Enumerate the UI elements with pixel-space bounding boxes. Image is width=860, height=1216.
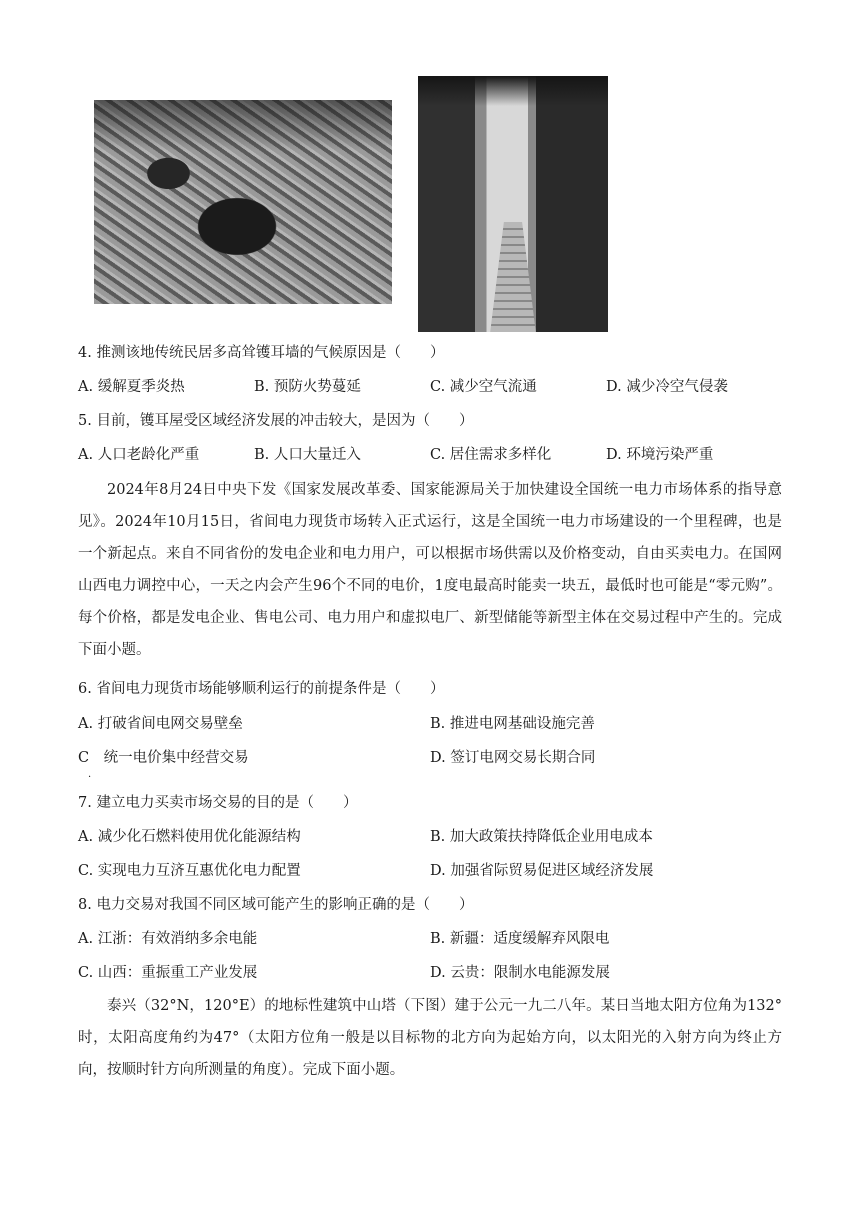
passage-zhongshan-tower: 泰兴（32°N，120°E）的地标性建筑中山塔（下图）建于公元一九二八年。某日当地太阳方位角为132°时，太阳高度角约为47°（太阳方位角一般是以目标物的北方向为起始方向，以太阳光的入射方向为终止方向，按顺时针方向所测量的角度）。完成下面小题。: [78, 998, 782, 1078]
question-4-option-d: D. 减少冷空气侵袭: [606, 379, 728, 395]
question-6-option-d: D. 签订电网交易长期合同: [430, 750, 596, 766]
aerial-village-photo: [94, 100, 392, 304]
question-5-stem: 5. 目前，镬耳屋受区域经济发展的冲击较大，是因为（ ）: [78, 413, 474, 429]
question-6-option-b: B. 推进电网基础设施完善: [430, 716, 595, 732]
question-6-option-a: A. 打破省间电网交易壁垒: [78, 716, 243, 732]
question-8-stem: 8. 电力交易对我国不同区域可能产生的影响正确的是（ ）: [78, 897, 474, 913]
question-4-stem: 4. 推测该地传统民居多高耸镬耳墙的气候原因是（ ）: [78, 345, 445, 361]
question-7-stem: 7. 建立电力买卖市场交易的目的是（ ）: [78, 795, 358, 811]
question-7-option-d: D. 加强省际贸易促进区域经济发展: [430, 863, 654, 879]
question-7-option-b: B. 加大政策扶持降低企业用电成本: [430, 829, 653, 845]
question-4-option-a: A. 缓解夏季炎热: [78, 379, 185, 395]
question-8-option-d: D. 云贵：限制水电能源发展: [430, 965, 610, 981]
stray-dot-mark: ·: [88, 772, 92, 783]
question-7-option-a: A. 减少化石燃料使用优化能源结构: [78, 829, 301, 845]
question-4-option-c: C. 减少空气流通: [430, 379, 537, 395]
passage-electricity-market: 2024年8月24日中央下发《国家发展改革委、国家能源局关于加快建设全国统一电力市场体系的指导意见》。2024年10月15日，省间电力现货市场转入正式运行，这是全国统一电力市场建设的一个里程碑，也是一个新起点。来自不同省份的发电企业和电力用户，可以根据市场供需以及价格变动，自由买卖电力。在国网山西电力调控中心，一天之内会产生96个不同的电价，1度电最高时能卖一块五，最低时也可能是“零元购”。每个价格，都是发电企业、售电公司、电力用户和虚拟电厂、新型储能等新型主体在交易过程中产生的。完成下面小题。: [78, 482, 782, 658]
question-4-option-b: B. 预防火势蔓延: [254, 379, 361, 395]
question-8-option-c: C. 山西：重振重工产业发展: [78, 965, 258, 981]
question-5-option-a: A. 人口老龄化严重: [78, 447, 200, 463]
question-6-option-c: C 统一电价集中经营交易: [78, 750, 249, 766]
question-5-option-d: D. 环境污染严重: [606, 447, 714, 463]
photo-row: [0, 0, 860, 340]
question-5-option-c: C. 居住需求多样化: [430, 447, 552, 463]
alley-stone-path: [490, 222, 536, 332]
question-5-option-b: B. 人口大量迁入: [254, 447, 361, 463]
question-8-option-a: A. 江浙：有效消纳多余电能: [78, 931, 258, 947]
question-8-option-b: B. 新疆：适度缓解弃风限电: [430, 931, 610, 947]
narrow-alley-photo: [418, 76, 608, 332]
question-7-option-c: C. 实现电力互济互惠优化电力配置: [78, 863, 301, 879]
question-6-stem: 6. 省间电力现货市场能够顺利运行的前提条件是（ ）: [78, 681, 445, 697]
alley-roof-shadow: [418, 76, 608, 106]
